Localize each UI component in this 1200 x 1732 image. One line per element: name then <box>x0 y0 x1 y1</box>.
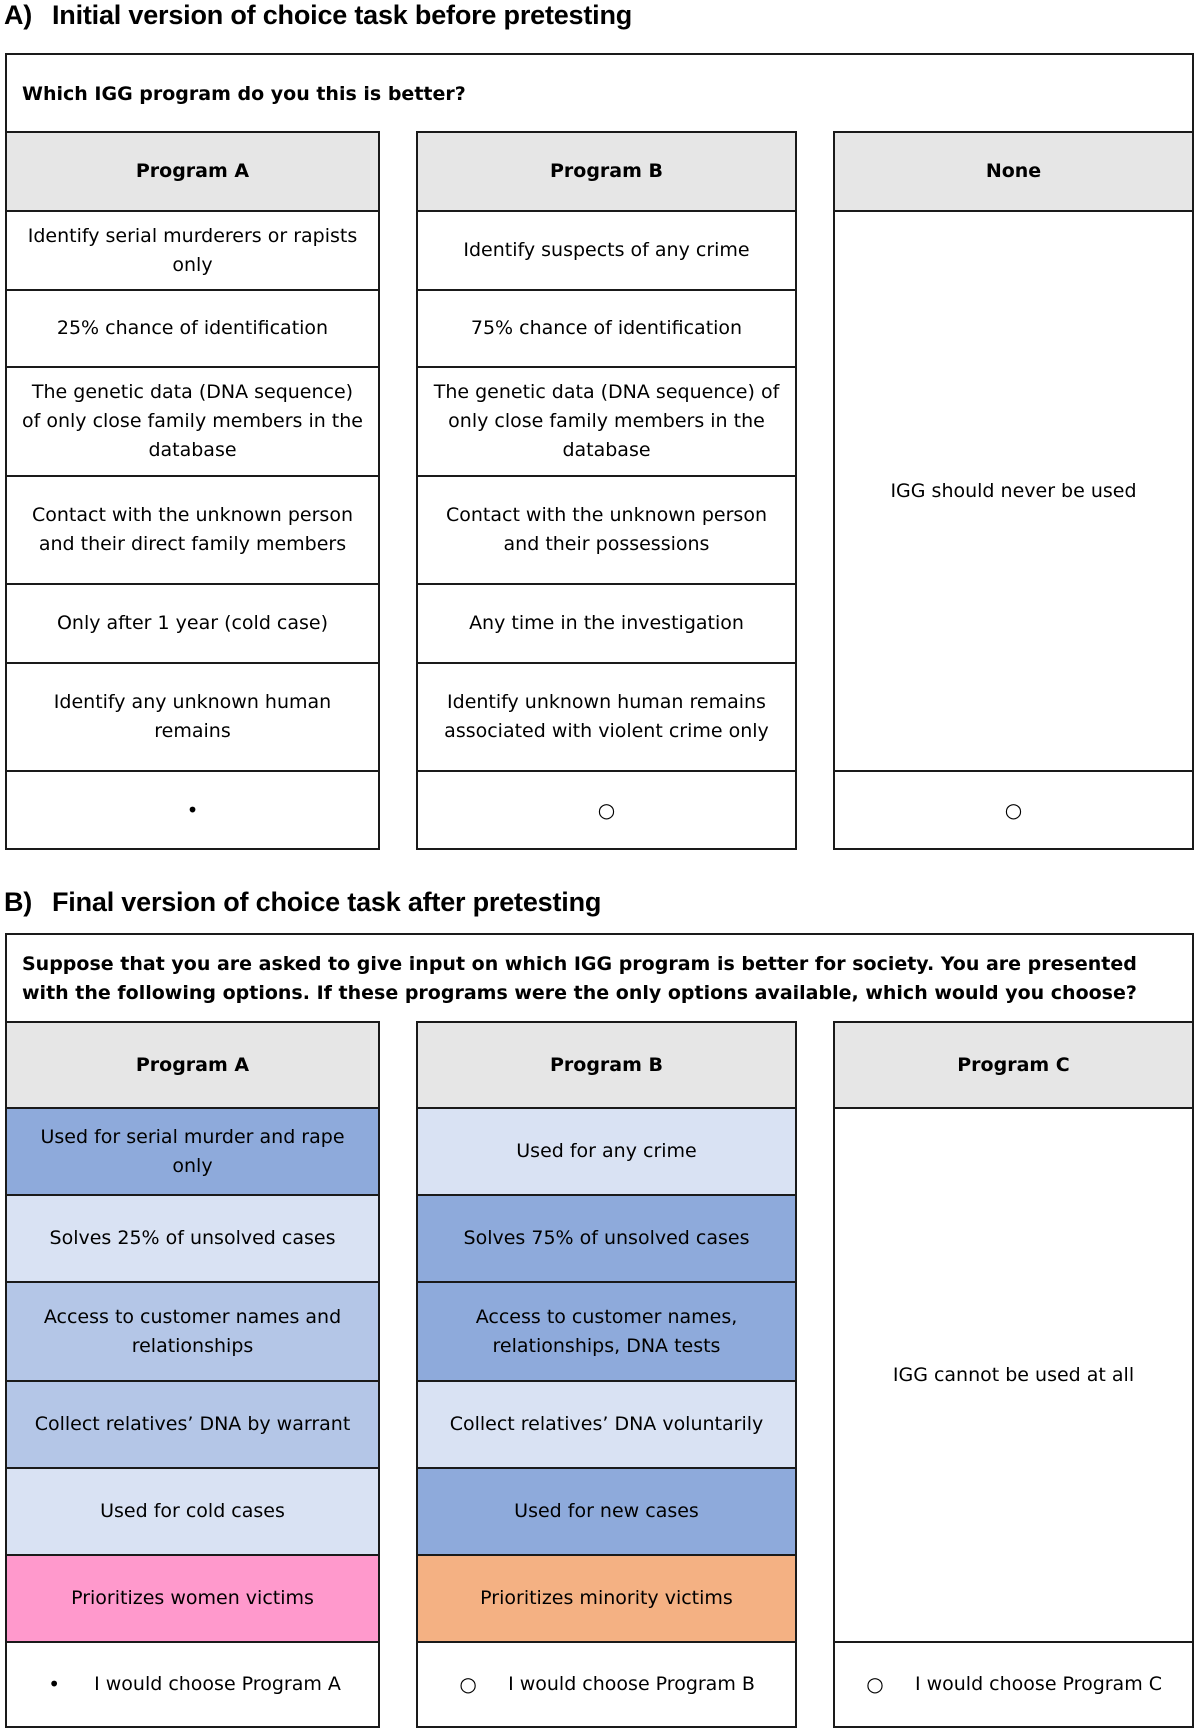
radio-selected-icon[interactable]: • <box>186 797 199 822</box>
section-a-title <box>4 0 632 31</box>
section-b-program-b-column <box>416 1021 797 1728</box>
section-b-title <box>4 887 601 918</box>
choice-cell[interactable] <box>7 1641 378 1728</box>
column-header: Program A <box>7 131 378 210</box>
choice-cell[interactable] <box>7 770 378 850</box>
section-a-program-b-column <box>416 131 797 850</box>
section-a-question: Which IGG program do you this is better? <box>5 53 1194 133</box>
section-a-none-column <box>833 131 1194 850</box>
column-header: Program C <box>835 1021 1192 1107</box>
attribute-cell: 75% chance of identification <box>418 289 795 366</box>
section-b-program-c-column <box>833 1021 1194 1728</box>
attribute-cell: Used for cold cases <box>7 1467 378 1554</box>
attribute-cell: Identify serial murderers or rapists only <box>7 210 378 289</box>
attribute-cell: Identify suspects of any crime <box>418 210 795 289</box>
column-header: None <box>835 131 1192 210</box>
choice-label[interactable]: I would choose Program C <box>914 1673 1163 1695</box>
attribute-cell: Collect relatives’ DNA voluntarily <box>418 1380 795 1467</box>
choice-cell[interactable] <box>418 1641 795 1728</box>
choice-cell[interactable] <box>418 770 795 850</box>
section-b-question: Suppose that you are asked to give input on which IGG program is better for society. You are presented with the following options. If these programs were the only options available, which would you choose? <box>5 933 1194 1023</box>
choice-label[interactable]: I would choose Program A <box>94 1673 341 1695</box>
section-a-program-a-column <box>5 131 380 850</box>
attribute-cell: Collect relatives’ DNA by warrant <box>7 1380 378 1467</box>
attribute-cell: Any time in the investigation <box>418 583 795 662</box>
choice-label[interactable]: I would choose Program B <box>508 1673 755 1695</box>
attribute-cell: Only after 1 year (cold case) <box>7 583 378 662</box>
option-description: IGG cannot be used at all <box>835 1107 1192 1641</box>
attribute-cell: Used for new cases <box>418 1467 795 1554</box>
radio-empty-icon[interactable]: ○ <box>459 1672 477 1696</box>
attribute-cell: Contact with the unknown person and their direct family members <box>7 475 378 583</box>
section-b-title-text: Final version of choice task after pretesting <box>52 887 602 917</box>
section-a-title-text: Initial version of choice task before pretesting <box>52 0 633 30</box>
choice-cell[interactable] <box>835 770 1192 850</box>
attribute-cell: Identify any unknown human remains <box>7 662 378 770</box>
attribute-cell: Used for serial murder and rape only <box>7 1107 378 1194</box>
option-description: IGG should never be used <box>835 210 1192 770</box>
choice-cell[interactable] <box>835 1641 1192 1728</box>
attribute-cell: Contact with the unknown person and their possessions <box>418 475 795 583</box>
attribute-cell: Prioritizes minority victims <box>418 1554 795 1641</box>
attribute-cell: The genetic data (DNA sequence) of only close family members in the database <box>7 366 378 475</box>
attribute-cell: Access to customer names, relationships, DNA tests <box>418 1281 795 1380</box>
radio-selected-icon[interactable]: • <box>48 1672 60 1696</box>
attribute-cell: Solves 75% of unsolved cases <box>418 1194 795 1281</box>
column-header: Program A <box>7 1021 378 1107</box>
section-b-program-a-column <box>5 1021 380 1728</box>
section-a-label: A) <box>4 0 33 30</box>
radio-empty-icon[interactable]: ○ <box>1004 797 1023 822</box>
attribute-cell: Identify unknown human remains associated with violent crime only <box>418 662 795 770</box>
section-b-label: B) <box>4 887 33 917</box>
attribute-cell: Used for any crime <box>418 1107 795 1194</box>
radio-empty-icon[interactable]: ○ <box>597 797 616 822</box>
attribute-cell: Prioritizes women victims <box>7 1554 378 1641</box>
attribute-cell: Access to customer names and relationships <box>7 1281 378 1380</box>
attribute-cell: Solves 25% of unsolved cases <box>7 1194 378 1281</box>
column-header: Program B <box>418 131 795 210</box>
column-header: Program B <box>418 1021 795 1107</box>
attribute-cell: The genetic data (DNA sequence) of only close family members in the database <box>418 366 795 475</box>
attribute-cell: 25% chance of identification <box>7 289 378 366</box>
radio-empty-icon[interactable]: ○ <box>866 1672 884 1696</box>
